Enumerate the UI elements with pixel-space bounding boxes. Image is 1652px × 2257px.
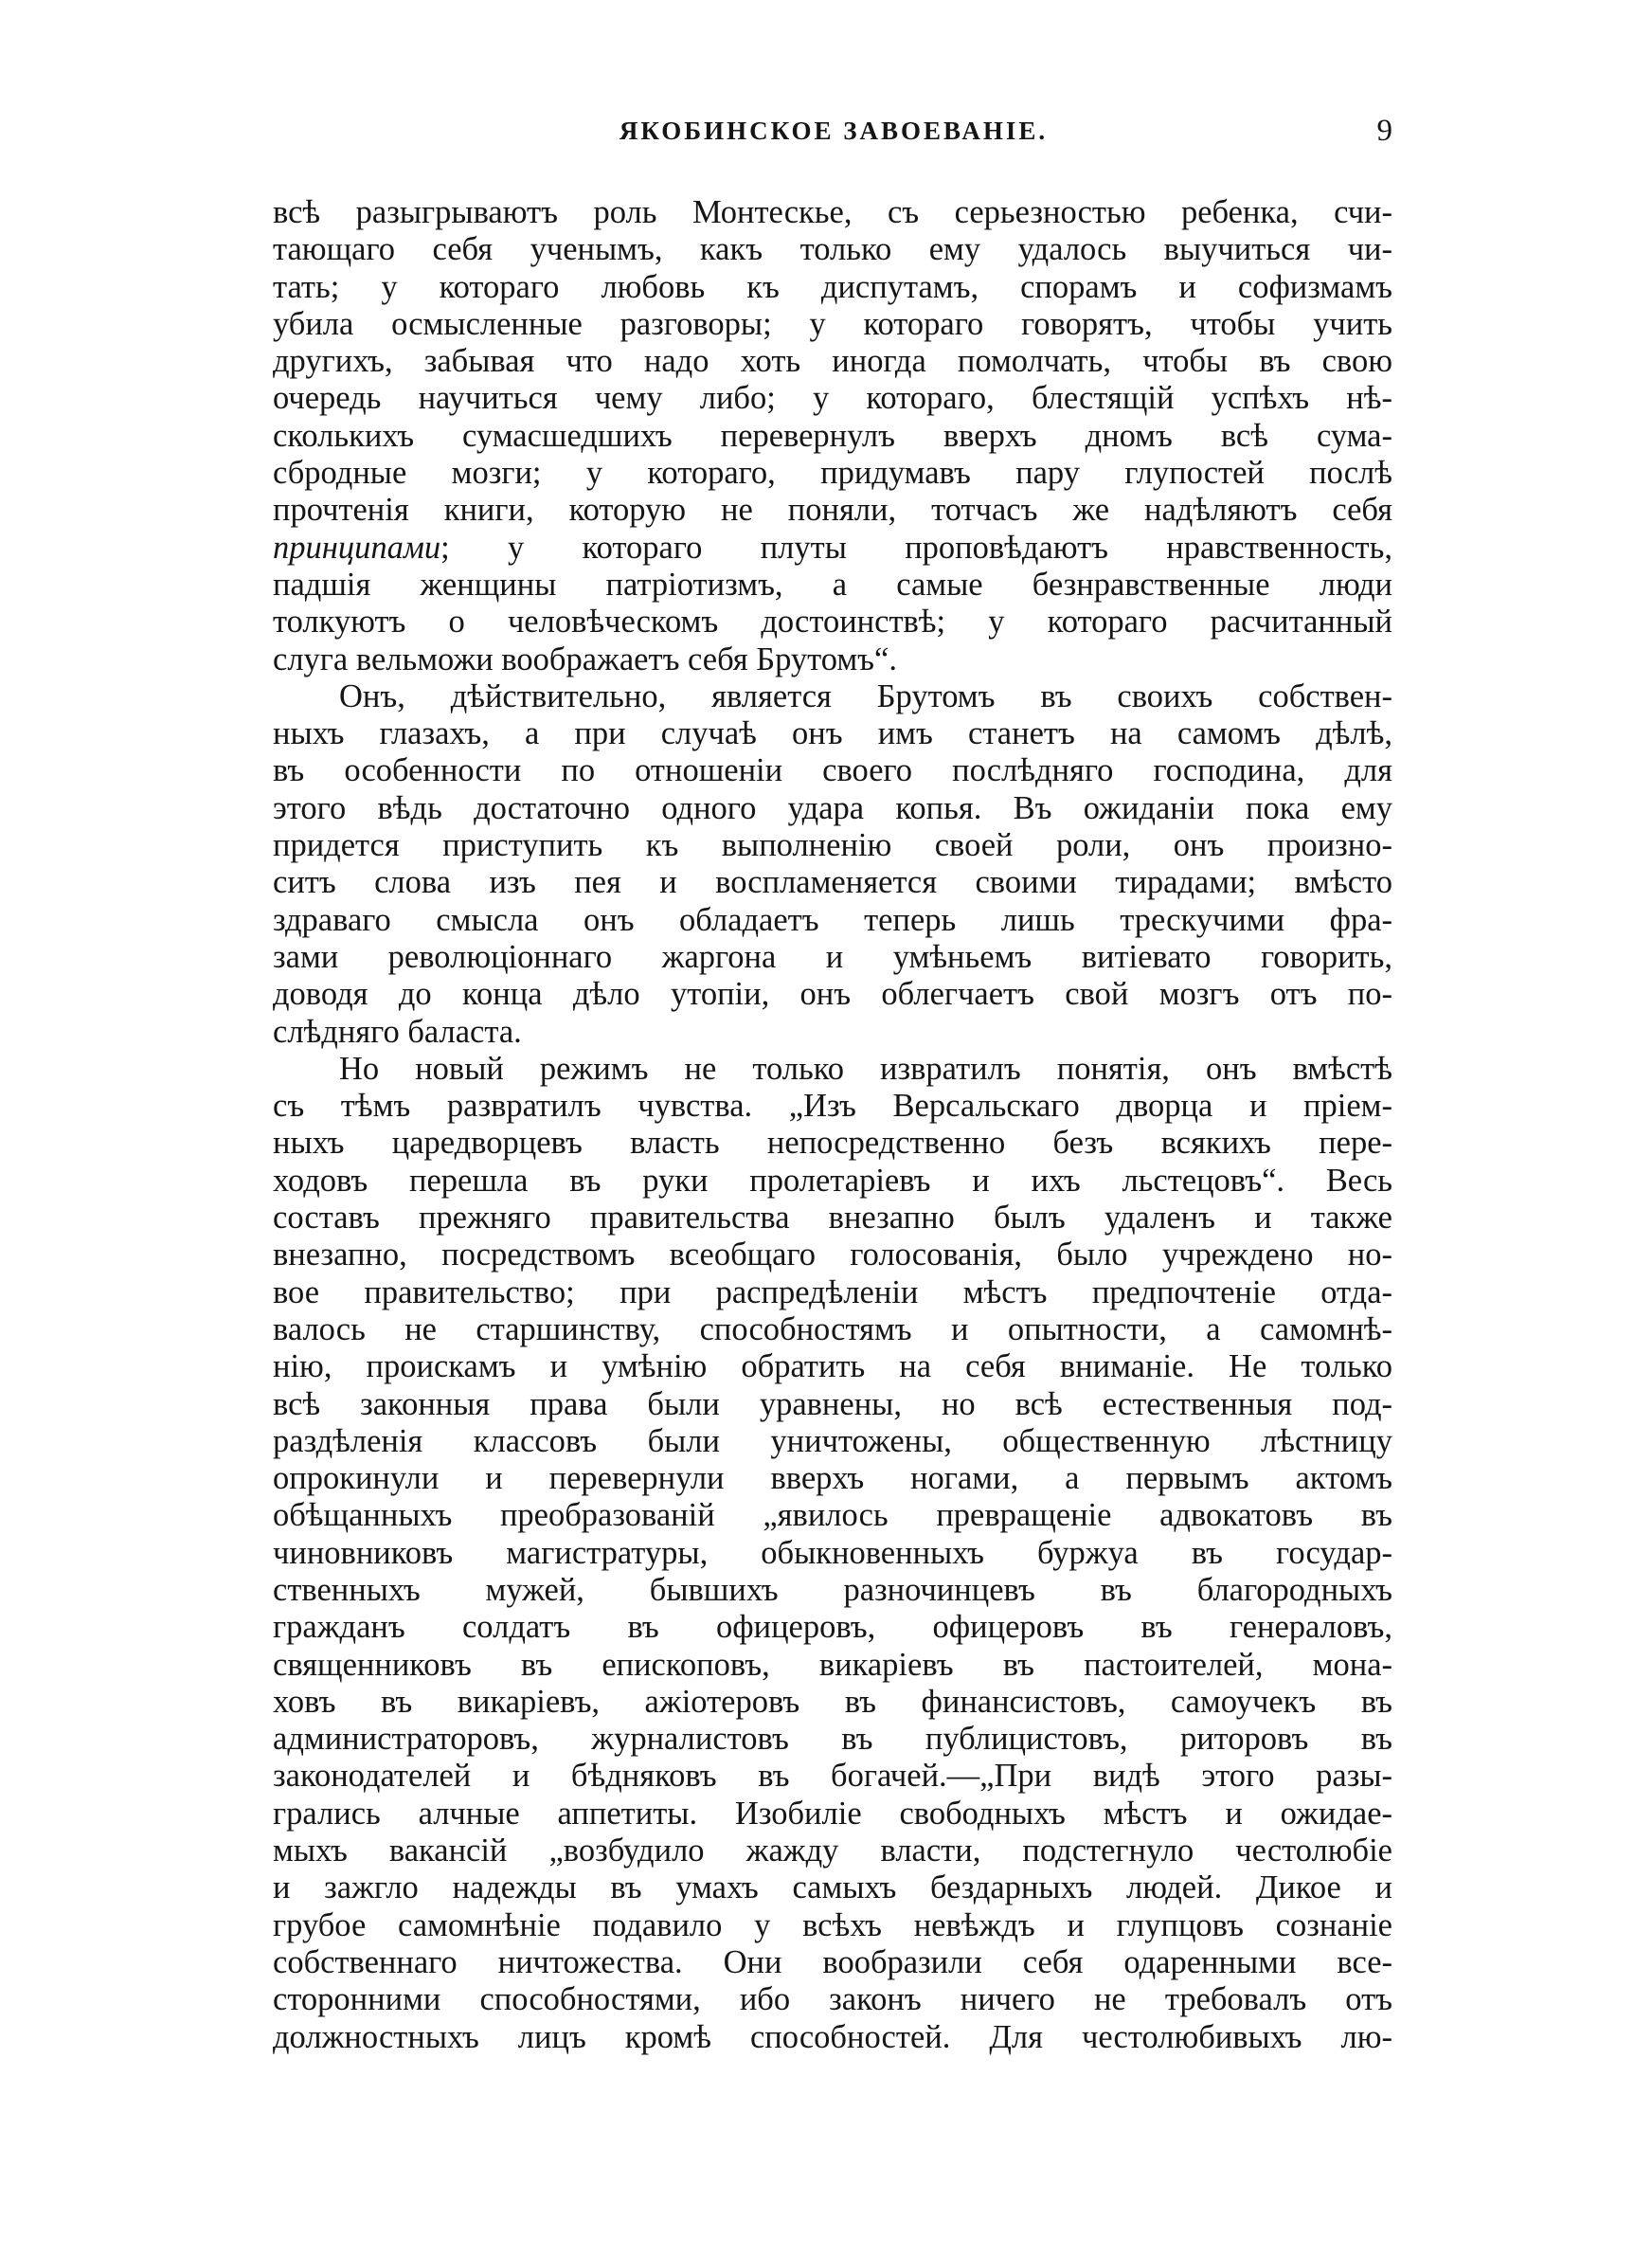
text-line: сколькихъ сумасшедшихъ перевернулъ вверхъ дномъ всѣ сума- xyxy=(273,417,1392,454)
text-line: ходовъ перешла въ руки пролетаріевъ и ихъ льстецовъ“. Весь xyxy=(273,1162,1392,1199)
running-head xyxy=(275,112,1392,150)
text-line: здраваго смысла онъ обладаетъ теперь лишь трескучими фра- xyxy=(273,901,1392,938)
text-line: администраторовъ, журналистовъ въ публицистовъ, риторовъ въ xyxy=(273,1721,1392,1758)
text-span: ; у котораго плуты проповѣдаютъ нравственность, xyxy=(440,529,1392,566)
text-line: убила осмысленные разговоры; у котораго говорятъ, чтобы учить xyxy=(273,305,1392,342)
text-line: законодателей и бѣдняковъ въ богачей.—„При видѣ этого разы- xyxy=(273,1758,1392,1795)
text-line: Онъ, дѣйствительно, является Брутомъ въ своихъ собствен- xyxy=(339,677,1392,714)
text-line: всѣ законныя права были уравнены, но всѣ естественныя под- xyxy=(273,1385,1392,1422)
text-line: всѣ разыгрываютъ роль Монтескье, съ серьезностью ребенка, счи- xyxy=(273,194,1392,230)
text-line: опрокинули и перевернули вверхъ ногами, а первымъ актомъ xyxy=(273,1460,1392,1497)
text-line: въ особенности по отношеніи своего послѣдняго господина, для xyxy=(273,752,1392,789)
text-line: должностныхъ лицъ кромѣ способностей. Для честолюбивыхъ лю- xyxy=(273,2018,1392,2055)
text-line: тать; у котораго любовь къ диспутамъ, спорамъ и софизмамъ xyxy=(273,268,1392,305)
text-line: собственнаго ничтожества. Они вообразили себя одаренными все- xyxy=(273,1943,1392,1980)
text-line: сторонними способностями, ибо законъ ничего не требовалъ отъ xyxy=(273,1981,1392,2018)
text-line: придется приступить къ выполненію своей роли, онъ произно- xyxy=(273,827,1392,864)
text-line: очередь научиться чему либо; у котораго, блестящій успѣхъ нѣ- xyxy=(273,380,1392,417)
paragraph-1 xyxy=(273,194,1392,678)
text-line: сбродные мозги; у котораго, придумавъ пару глупостей послѣ xyxy=(273,455,1392,492)
page-number: 9 xyxy=(1376,114,1392,148)
text-line: ситъ слова изъ пея и воспламеняется своими тирадами; вмѣсто xyxy=(273,864,1392,901)
text-line: съ тѣмъ развратилъ чувства. „Изъ Версальскаго дворца и пріем- xyxy=(273,1088,1392,1125)
text-line: раздѣленія классовъ были уничтожены, общественную лѣстницу xyxy=(273,1422,1392,1459)
text-line: священниковъ въ епископовъ, викаріевъ въ пастоителей, мона- xyxy=(273,1646,1392,1683)
text-line xyxy=(273,530,1392,567)
body-text xyxy=(273,194,1392,2056)
text-line: грались алчные аппетиты. Изобиліе свободныхъ мѣстъ и ожидае- xyxy=(273,1795,1392,1832)
text-line: толкуютъ о человѣческомъ достоинствѣ; у котораго расчитанный xyxy=(273,604,1392,641)
paragraph-3 xyxy=(273,1051,1392,2056)
text-line: мыхъ вакансій „возбудило жажду власти, подстегнуло честолюбіе xyxy=(273,1833,1392,1869)
running-title: ЯКОБИНСКОЕ ЗАВОЕВАНІЕ. xyxy=(619,117,1049,145)
text-line: зами революціоннаго жаргона и умѣньемъ витіевато говорить, xyxy=(273,938,1392,975)
text-line: вое правительство; при распредѣленіи мѣстъ предпочтеніе отда- xyxy=(273,1273,1392,1310)
text-line: падшія женщины патріотизмъ, а самые безнравственные люди xyxy=(273,566,1392,603)
text-line: составъ прежняго правительства внезапно былъ удаленъ и также xyxy=(273,1200,1392,1237)
text-line: нію, проискамъ и умѣнію обратить на себя вниманіе. Не только xyxy=(273,1348,1392,1385)
text-line: слѣдняго баласта. xyxy=(273,1013,522,1050)
text-line: прочтенія книги, которую не поняли, тотчасъ же надѣляютъ себя xyxy=(273,492,1392,529)
text-line: валось не старшинству, способностямъ и опытности, а самомнѣ- xyxy=(273,1310,1392,1347)
text-line: доводя до конца дѣло утопіи, онъ облегчаетъ свой мозгъ отъ по- xyxy=(273,976,1392,1013)
text-line: гражданъ солдатъ въ офицеровъ, офицеровъ въ генераловъ, xyxy=(273,1609,1392,1646)
italic-word: принципами xyxy=(273,529,441,566)
text-line: этого вѣдь достаточно одного удара копья. Въ ожиданіи пока ему xyxy=(273,789,1392,826)
text-line: и зажгло надежды въ умахъ самыхъ бездарныхъ людей. Дикое и xyxy=(273,1869,1392,1906)
text-line: ственныхъ мужей, бывшихъ разночинцевъ въ благородныхъ xyxy=(273,1571,1392,1608)
text-line: другихъ, забывая что надо хоть иногда помолчать, чтобы въ свою xyxy=(273,343,1392,380)
text-line: ныхъ царедворцевъ власть непосредственно безъ всякихъ пере- xyxy=(273,1125,1392,1162)
text-line: обѣщанныхъ преобразованій „явилось превращеніе адвокатовъ въ xyxy=(273,1497,1392,1534)
text-line: чиновниковъ магистратуры, обыкновенныхъ буржуа въ государ- xyxy=(273,1534,1392,1571)
text-line: ховъ въ викаріевъ, ажіотеровъ въ финансистовъ, самоучекъ въ xyxy=(273,1683,1392,1720)
text-line: внезапно, посредствомъ всеобщаго голосованія, было учреждено но- xyxy=(273,1237,1392,1273)
text-line: тающаго себя ученымъ, какъ только ему удалось выучиться чи- xyxy=(273,231,1392,268)
text-line: слуга вельможи воображаетъ себя Брутомъ“. xyxy=(273,641,897,677)
text-line: Но новый режимъ не только извратилъ понятія, онъ вмѣстѣ xyxy=(339,1050,1392,1087)
text-line: грубое самомнѣніе подавило у всѣхъ невѣждъ и глупцовъ сознаніе xyxy=(273,1906,1392,1943)
paragraph-2 xyxy=(273,678,1392,1051)
text-line: ныхъ глазахъ, а при случаѣ онъ имъ станетъ на самомъ дѣлѣ, xyxy=(273,715,1392,752)
